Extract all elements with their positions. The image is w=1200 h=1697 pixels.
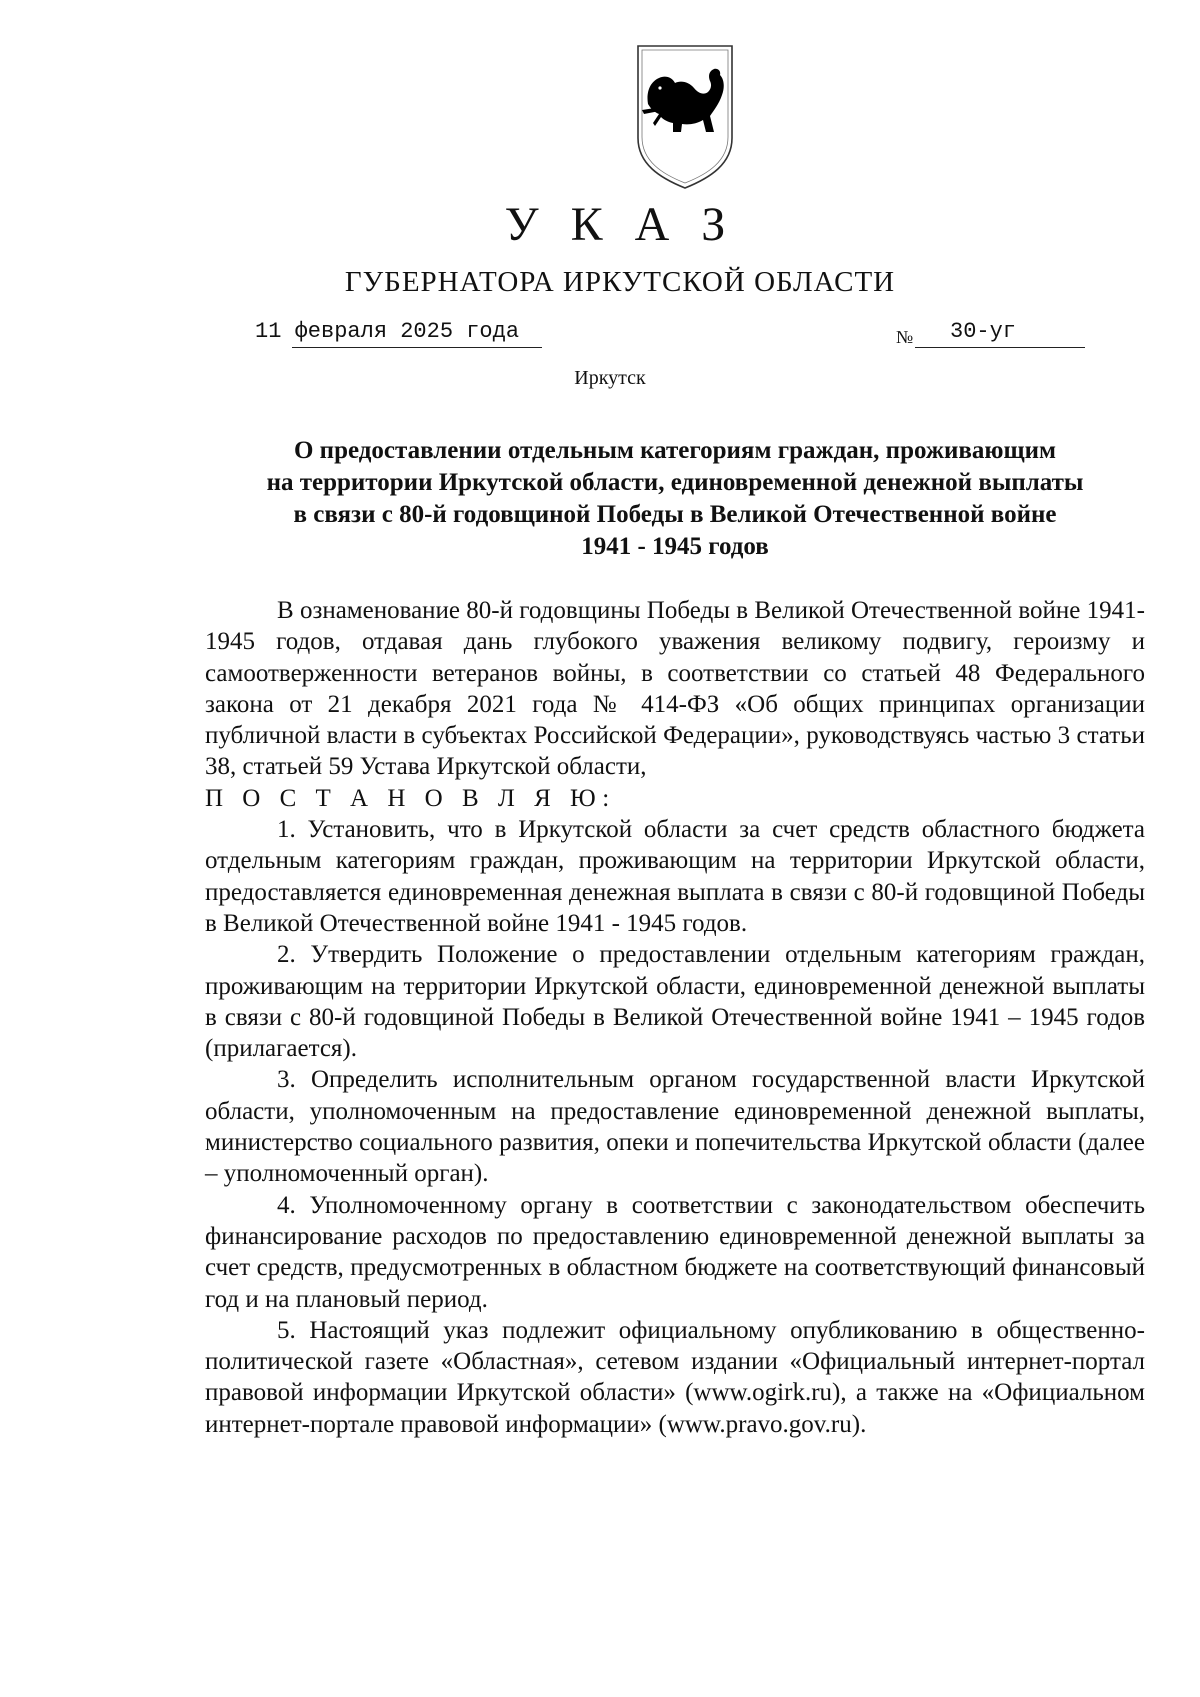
subject-line: в связи с 80-й годовщиной Победы в Великой Отечественной войне bbox=[293, 501, 1057, 528]
subject-line: на территории Иркутской области, единовременной денежной выплаты bbox=[266, 469, 1084, 496]
decree-item-5: 5. Настоящий указ подлежит официальному опубликованию в общественно-политической газете «Областная», сетевом издании «Официальный интернет-портал правовой информации Иркутской области» (www.ogirk.ru), а также на «Официальном интернет-портале правовой информации» (www.pravo.gov.ru). bbox=[205, 1316, 1145, 1438]
decree-item-1: 1. Установить, что в Иркутской области за счет средств областного бюджета отдельным категориям граждан, проживающим на территории Иркутской области, предоставляется единовременная денежная выплата в связи с 80-й годовщиной Победы в Великой Отечественной войне 1941 - 1945 годов. bbox=[205, 816, 1145, 937]
document-body bbox=[205, 595, 1145, 1440]
document-title: У К А З bbox=[504, 198, 736, 251]
coat-of-arms-icon bbox=[626, 40, 744, 192]
document-city: Иркутск bbox=[574, 367, 646, 389]
subject-line: 1941 - 1945 годов bbox=[581, 533, 769, 560]
decree-item-4: 4. Уполномоченному органу в соответствии с законодательством обеспечить финансирование расходов по предоставлению единовременной денежной выплаты за счет средств, предусмотренных в областном бюджете на соответствующий финансовый год и на плановый период. bbox=[205, 1191, 1145, 1313]
document-subject bbox=[205, 435, 1145, 563]
preamble-paragraph: В ознаменование 80-й годовщины Победы в Великой Отечественной войне 1941-1945 годов, отдавая дань глубокого уважения великому подвигу, героизму и самоотверженности ветеранов войны, в соответствии со статьей 48 Федерального закона от 21 декабря 2021 года № 414-ФЗ «Об общих принципах организации публичной власти в субъектах Российской Федерации», руководствуясь частью 3 статьи 38, статьей 59 Устава Иркутской области, bbox=[205, 597, 1145, 781]
date-underline bbox=[292, 347, 542, 348]
decree-item-3: 3. Определить исполнительным органом государственной власти Иркутской области, уполномоченным на предоставление единовременной денежной выплаты, министерство социального развития, опеки и попечительства Иркутской области (далее – уполномоченный орган). bbox=[205, 1066, 1145, 1188]
number-label: № bbox=[896, 327, 914, 347]
number-underline bbox=[915, 347, 1085, 348]
document-date: 11 февраля 2025 года bbox=[255, 319, 520, 344]
decree-item-2: 2. Утвердить Положение о предоставлении отдельным категориям граждан, проживающим на территории Иркутской области, единовременной денежной выплаты в связи с 80-й годовщиной Победы в Великой Отечественной войне 1941 – 1945 годов (прилагается). bbox=[205, 941, 1145, 1063]
document-issuer: ГУБЕРНАТОРА ИРКУТСКОЙ ОБЛАСТИ bbox=[344, 266, 896, 298]
document-number: 30-уг bbox=[950, 319, 1017, 344]
subject-line: О предоставлении отдельным категориям граждан, проживающим bbox=[293, 437, 1057, 464]
decree-word: П О С Т А Н О В Л Я Ю: bbox=[205, 784, 616, 812]
